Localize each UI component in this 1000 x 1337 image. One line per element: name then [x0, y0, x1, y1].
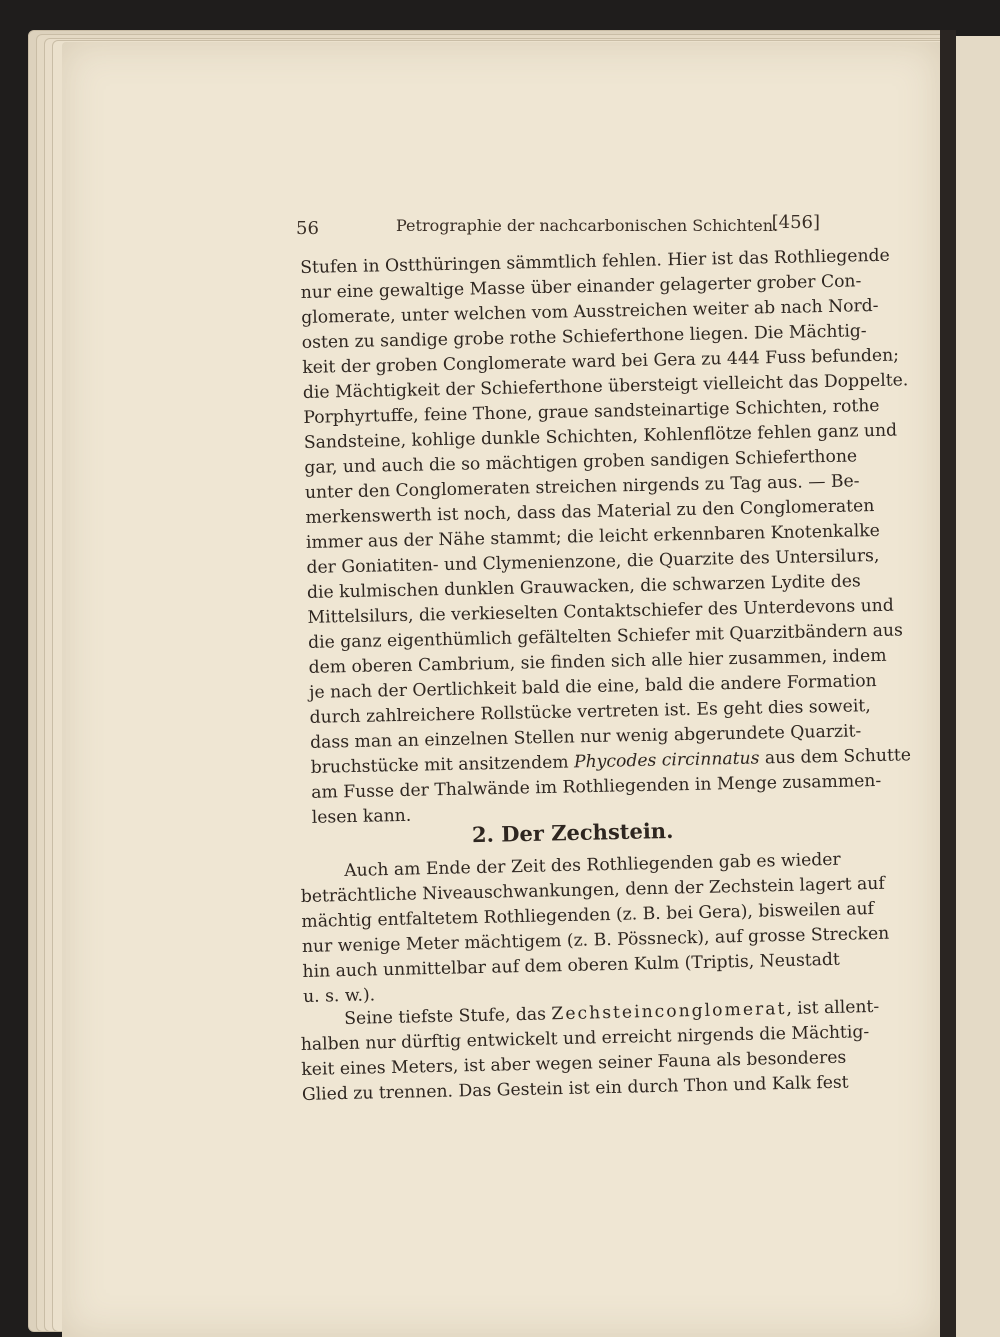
text-line: der Goniatiten- und Clymenienzone, die Quarzite des Untersilurs, [306, 545, 880, 578]
term-spaced: Zechsteinconglomerat [551, 998, 787, 1025]
page-number: 56 [296, 218, 319, 239]
text-line: am Fusse der Thalwände im Rothliegenden in Menge zusammen- [311, 770, 882, 803]
section-heading: 2. Der Zechstein. [471, 817, 674, 848]
text-line: halben nur dürftig entwickelt und erreicht nirgends die Mächtig- [300, 1022, 870, 1055]
text-line: mächtig entfaltetem Rothliegenden (z. B. bei Gera), bisweilen auf [301, 898, 875, 932]
text-line: keit eines Meters, ist aber wegen seiner Fauna als besonderes [301, 1047, 847, 1080]
running-title: Petrographie der nachcarbonischen Schichten. [396, 216, 779, 235]
text-line: glomerate, unter welchen vom Ausstreichen weiter ab nach Nord- [301, 295, 879, 328]
text-line: merkenswerth ist noch, dass das Material zu den Conglomeraten [305, 496, 875, 528]
text-line: Auch am Ende der Zeit des Rothliegenden gab es wieder [344, 849, 841, 881]
text-segment: , ist allent- [786, 996, 880, 1019]
page-header [296, 212, 820, 244]
text-line: Glied zu trennen. Das Gestein ist ein durch Thon und Kalk fest [301, 1072, 849, 1105]
text-line: die Mächtigkeit der Schieferthone übersteigt vielleicht das Doppelte. [302, 370, 909, 403]
text-line: die ganz eigenthümlich gefältelten Schiefer mit Quarzitbändern aus [307, 620, 904, 653]
paragraph-3 [300, 996, 880, 1108]
text-line: u. s. w.). [302, 985, 376, 1007]
book-gutter [940, 30, 956, 1337]
text-line: osten zu sandige grobe rothe Schieferthone liegen. Die Mächtig- [301, 321, 867, 353]
text-line: dass man an einzelnen Stellen nur wenig abgerundete Quarzit- [309, 721, 862, 753]
text-line: Porphyrtuffe, feine Thone, graue sandsteinartige Schichten, rothe [303, 395, 880, 428]
text-line: hin auch unmittelbar auf dem oberen Kulm (Triptis, Neustadt [302, 949, 841, 982]
text-segment: aus dem Schutte [759, 745, 912, 769]
text-line: nur wenige Meter mächtigem (z. B. Pössneck), auf grosse Strecken [301, 923, 890, 957]
text-line: Mittelsilurs, die verkieselten Contaktschiefer des Unterdevons und [307, 595, 894, 628]
text-line: keit der groben Conglomerate ward bei Gera zu 444 Fuss befunden; [302, 345, 900, 378]
page-reference: [456] [771, 212, 820, 233]
text-line: dem oberen Cambrium, sie finden sich alle hier zusammen, indem [308, 645, 887, 678]
text-segment: bruchstücke mit ansitzendem [310, 752, 575, 778]
text-line: je nach der Oertlichkeit bald die eine, bald die andere Formation [308, 671, 877, 703]
text-line: Stufen in Ostthüringen sämmtlich fehlen. Hier ist das Rothliegende [300, 245, 890, 278]
text-line: Sandsteine, kohlige dunkle Schichten, Kohlenflötze fehlen ganz und [303, 420, 898, 453]
species-name: Phycodes circinnatus [573, 748, 760, 773]
text-line: die kulmischen dunklen Grauwacken, die schwarzen Lydite des [306, 571, 861, 603]
text-line: beträchtliche Niveauschwankungen, denn der Zechstein lagert auf [300, 873, 885, 907]
text-line: gar, und auch die so mächtigen groben sandigen Schieferthone [304, 446, 858, 478]
facing-page-edge [956, 36, 1000, 1337]
text-line: lesen kann. [311, 805, 412, 828]
text-segment: Seine tiefste Stufe, das [344, 1004, 552, 1029]
paragraph-1 [300, 245, 912, 831]
text-line: durch zahlreichere Rollstücke vertreten ist. Es geht dies soweit, [309, 696, 871, 728]
text-line: immer aus der Nähe stammt; die leicht erkennbaren Knotenkalke [305, 520, 881, 553]
text-line: nur eine gewaltige Masse über einander gelagerter grober Con- [300, 271, 862, 303]
text-line: unter den Conglomeraten streichen nirgends zu Tag aus. — Be- [304, 471, 860, 503]
